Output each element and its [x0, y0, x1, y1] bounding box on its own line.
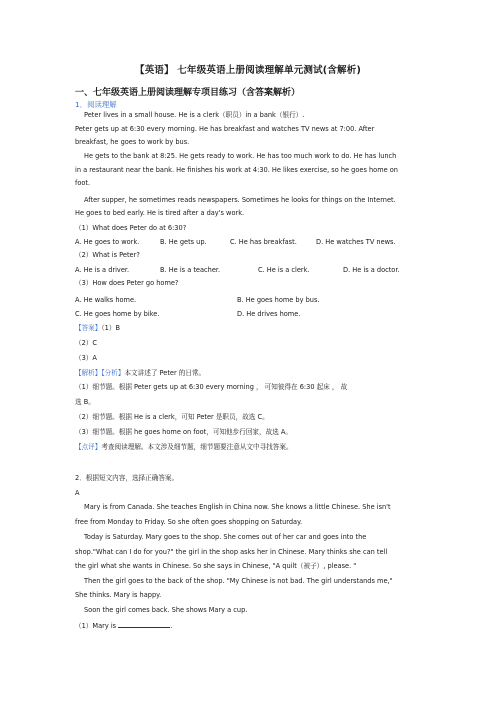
answer-label: 【答案】	[75, 324, 102, 332]
option-c: C. He goes home by bike.	[75, 310, 160, 318]
answer-3: （3）A	[75, 354, 97, 362]
comment-line	[75, 443, 423, 452]
question-text: （3）How does Peter go home?	[75, 279, 179, 287]
passage-line: the girl what she wants in Chinese. So she says in Chinese, "A quilt（被子）, please. "	[75, 562, 357, 570]
option-c: C. He is a clerk.	[258, 266, 310, 274]
detail-2: （2）细节题。根据 He is a clerk，可知 Peter 是职员，故选 C。	[75, 413, 269, 421]
answer-2: （2）C	[75, 339, 97, 347]
option-b: B. He is a teacher.	[160, 266, 221, 274]
analysis-label: 【解析】【分析】	[75, 369, 125, 377]
question-text: （2）What is Peter?	[75, 251, 140, 259]
option-a: A. He is a driver.	[75, 266, 130, 274]
section-heading: 一、七年级英语上册阅读理解专项目练习（含答案解析）	[75, 88, 301, 98]
option-a: A. He goes to work.	[75, 238, 140, 246]
option-d: D. He is a doctor.	[343, 266, 400, 274]
passage-line: She thinks. Mary is happy.	[75, 591, 162, 599]
comment-label: 【点评】	[75, 443, 102, 451]
question-text: （1）What does Peter do at 6:30?	[75, 224, 187, 232]
detail-3: （3）细节题。根据 he goes home on foot，可知他步行回家，故选 A。	[75, 428, 292, 436]
option-d: D. He watches TV news.	[316, 238, 396, 246]
passage-line: He goes to bed early. He is tired after a day's work.	[75, 209, 245, 217]
passage-line: Then the girl goes to the back of the shop. "My Chinese is not bad. The girl understands me,"	[84, 577, 393, 585]
passage-line: Peter gets up at 6:30 every morning. He has breakfast and watches TV news at 7:00. After	[75, 125, 375, 133]
passage-line: free from Monday to Friday. So she often goes shopping on Saturday.	[75, 518, 303, 526]
analysis-text: 本文讲述了 Peter 的日常。	[124, 369, 206, 377]
passage-sub-label: A	[75, 489, 80, 497]
detail-1: （1）细节题。根据 Peter gets up at 6:30 every morning ， 可知彼得在 6:30 起床 ， 故	[75, 383, 348, 391]
detail-1-cont: 选 B。	[75, 398, 95, 406]
passage-line: shop."What can I do for you?" the girl in the shop asks her in Chinese. Mary thinks she can tell	[75, 548, 388, 556]
passage-line: breakfast, he goes to work by bus.	[75, 138, 190, 146]
passage-line: foot.	[75, 179, 91, 187]
question-2-heading: 2．根据短文内容，选择正确答案。	[75, 474, 179, 482]
question-1-heading: 1．阅读理解	[75, 100, 117, 109]
passage-line: Soon the girl comes back. She shows Mary a cup.	[84, 606, 248, 614]
passage-line: Today is Saturday. Mary goes to the shop. She comes out of her car and goes into the	[84, 533, 367, 541]
option-c: C. He has breakfast.	[230, 238, 297, 246]
answer-blank	[118, 621, 170, 628]
passage-line: Mary is from Canada. She teaches English in China now. She knows a little Chinese. She isn't	[84, 503, 391, 511]
option-a: A. He walks home.	[75, 296, 137, 304]
document-title: 【英语】 七年级英语上册阅读理解单元测试(含解析)	[135, 65, 361, 76]
answer-line	[75, 324, 423, 333]
analysis-line	[75, 369, 423, 378]
passage-line: He gets to the bank at 8:25. He gets ready to work. He has too much work to do. He has lunch	[84, 152, 397, 160]
option-d: D. He drives home.	[237, 310, 301, 318]
passage-line: in a restaurant near the bank. He finishes his work at 4:30. He likes exercise, so he goes home on	[75, 166, 398, 174]
option-b: B. He goes home by bus.	[237, 296, 320, 304]
passage-line: After supper, he sometimes reads newspapers. Sometimes he looks for things on the Internet.	[84, 196, 396, 204]
answer-1: （1）B	[101, 324, 120, 332]
comment-text: 考查阅读理解。本文涉及细节题，细节题要注意从文中寻找答案。	[101, 443, 293, 451]
question-text: （1）Mary is	[75, 622, 117, 630]
question-line: （1）Mary is .	[75, 622, 173, 630]
passage-line: Peter lives in a small house. He is a clerk（职员）in a bank（银行）.	[84, 111, 305, 119]
option-b: B. He gets up.	[160, 238, 207, 246]
